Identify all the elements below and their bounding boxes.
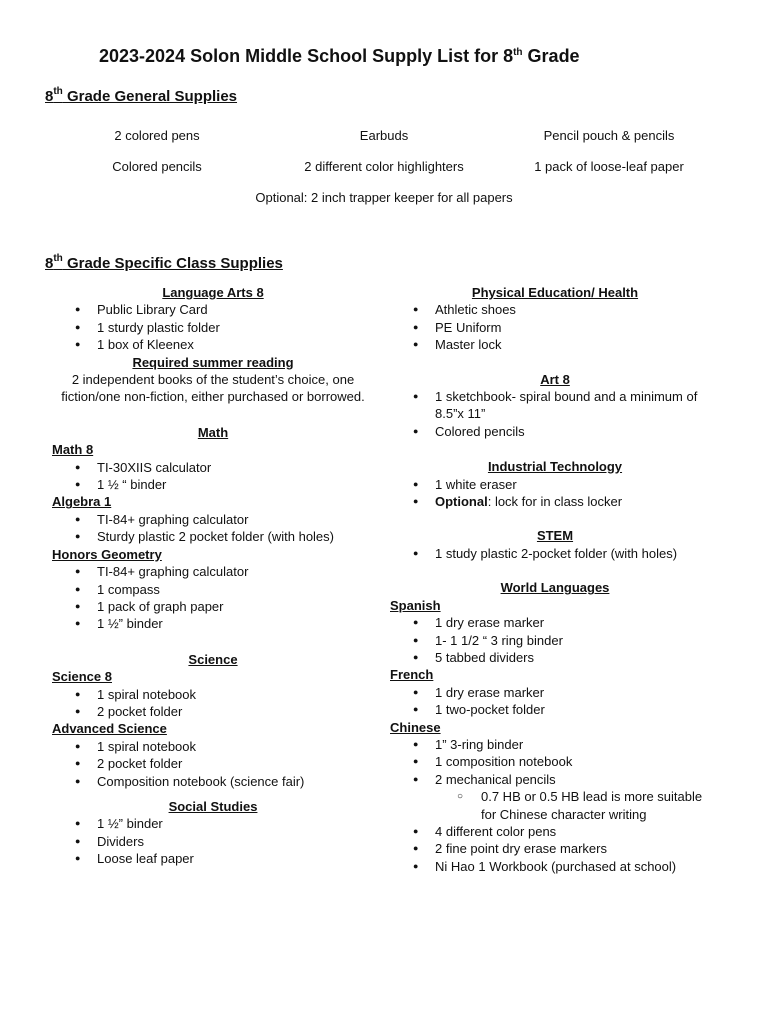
list-item: ● 1 study plastic 2-pocket folder (with holes) [390,545,720,562]
spacer [390,510,720,527]
list-item: ● Public Library Card [52,301,374,318]
general-optional-note: Optional: 2 inch trapper keeper for all papers [255,190,513,205]
industrial-technology-list [390,476,720,511]
general-head-num: 8 [45,88,54,105]
general-item: 1 pack of loose-leaf paper [534,159,684,174]
list-item: ● 1 sturdy plastic folder [52,319,374,336]
list-item: ● Ni Hao 1 Workbook (purchased at school) [390,858,720,875]
french-label: French [390,667,434,683]
chinese-sublist [390,788,720,823]
spanish-list [390,614,720,666]
spacer [52,633,374,651]
language-arts-heading: Language Arts 8 [162,285,264,300]
list-item: ● Loose leaf paper [52,850,374,867]
science-8-label: Science 8 [52,669,112,685]
math-8-label: Math 8 [52,442,94,458]
list-item: ● 2 fine point dry erase markers [390,840,720,857]
page-title [99,46,580,67]
list-item: ● Composition notebook (science fair) [52,773,374,790]
title-text: 2023-2024 Solon Middle School Supply List for 8 [99,46,514,66]
list-item: ● 1 sketchbook- spiral bound and a minimum of 8.5”x 11” [390,388,720,423]
honors-geometry-label: Honors Geometry [52,546,162,562]
list-item: ● Colored pencils [390,423,720,440]
optional-label: Optional [435,494,488,510]
general-supplies-heading [45,88,237,105]
general-item: 2 different color highlighters [304,159,464,174]
spacer [390,562,720,579]
list-item [390,493,720,510]
right-column [390,284,720,875]
chinese-label: Chinese [390,719,441,735]
social-studies-heading: Social Studies [168,798,258,814]
list-item: ● 1 ½” binder [52,815,374,832]
list-item: ● 1 white eraser [390,476,720,493]
list-item: ● Master lock [390,336,720,353]
spanish-label: Spanish [390,597,441,613]
spacer [52,406,374,424]
general-head-text: Grade General Supplies [62,88,238,105]
pe-health-heading: Physical Education/ Health [471,285,639,300]
list-item: ● Dividers [52,833,374,850]
world-languages-heading: World Languages [500,580,610,596]
list-item: ● Sturdy plastic 2 pocket folder (with holes) [52,528,374,545]
stem-heading: STEM [536,528,574,544]
language-arts-list [52,301,374,353]
list-item: ● TI-84+ graphing calculator [52,563,374,580]
list-item: ● TI-30XIIS calculator [52,459,374,476]
specific-head-sup: th [53,253,63,264]
title-text-end: Grade [522,46,580,66]
optional-text: : lock for in class locker [487,494,623,510]
list-item: ● 2 pocket folder [52,755,374,772]
specific-head-num: 8 [45,255,54,272]
french-list [390,684,720,719]
general-item: Colored pencils [112,159,202,174]
industrial-technology-heading: Industrial Technology [487,459,623,475]
art-heading: Art 8 [540,371,570,387]
list-item: ● 1 ½ “ binder [52,476,374,493]
list-item: ● 1 pack of graph paper [52,598,374,615]
math-8-list [52,459,374,494]
science-8-list [52,686,374,721]
general-head-sup: th [53,86,63,97]
pe-health-list [390,301,720,353]
left-column [52,284,374,868]
summer-reading-heading: Required summer reading [132,354,294,370]
honors-geometry-list [52,563,374,633]
list-item: ● 1 spiral notebook [52,738,374,755]
spacer [52,790,374,798]
chinese-list-continued [390,823,720,875]
general-item: Earbuds [359,128,409,143]
list-item: ● 4 different color pens [390,823,720,840]
math-heading: Math [197,424,229,440]
title-superscript: th [513,47,523,58]
science-heading: Science [188,651,238,667]
list-item: ● 1 dry erase marker [390,614,720,631]
advanced-science-label: Advanced Science [52,721,167,737]
chinese-list [390,736,720,788]
algebra-1-list [52,511,374,546]
list-item: ● 1 composition notebook [390,753,720,770]
list-item: ● 1- 1 1/2 “ 3 ring binder [390,632,720,649]
list-item: ● 5 tabbed dividers [390,649,720,666]
stem-list [390,545,720,562]
algebra-1-label: Algebra 1 [52,494,112,510]
list-item: ● 2 mechanical pencils [390,771,720,788]
list-item: ● 1” 3-ring binder [390,736,720,753]
list-item: ● TI-84+ graphing calculator [52,511,374,528]
spacer [390,440,720,458]
advanced-science-list [52,738,374,790]
list-item: ● 1 box of Kleenex [52,336,374,353]
list-item: ● 1 compass [52,581,374,598]
specific-head-text: Grade Specific Class Supplies [62,255,283,272]
specific-supplies-heading [45,255,283,272]
summer-reading-text: 2 independent books of the student’s choice, one fiction/one non-fiction, either purchased or borrowed. [61,372,365,405]
social-studies-list [52,815,374,867]
list-item: ● PE Uniform [390,319,720,336]
list-item: ● 1 two-pocket folder [390,701,720,718]
list-item: ● 2 pocket folder [52,703,374,720]
general-item: Pencil pouch & pencils [543,128,675,143]
list-item: ● 1 spiral notebook [52,686,374,703]
list-item: ● 1 ½” binder [52,615,374,632]
art-list [390,388,720,440]
spacer [390,354,720,371]
sub-list-item: ○ 0.7 HB or 0.5 HB lead is more suitable for Chinese character writing [390,788,720,823]
list-item: ● 1 dry erase marker [390,684,720,701]
list-item: ● Athletic shoes [390,301,720,318]
general-item: 2 colored pens [114,128,200,143]
